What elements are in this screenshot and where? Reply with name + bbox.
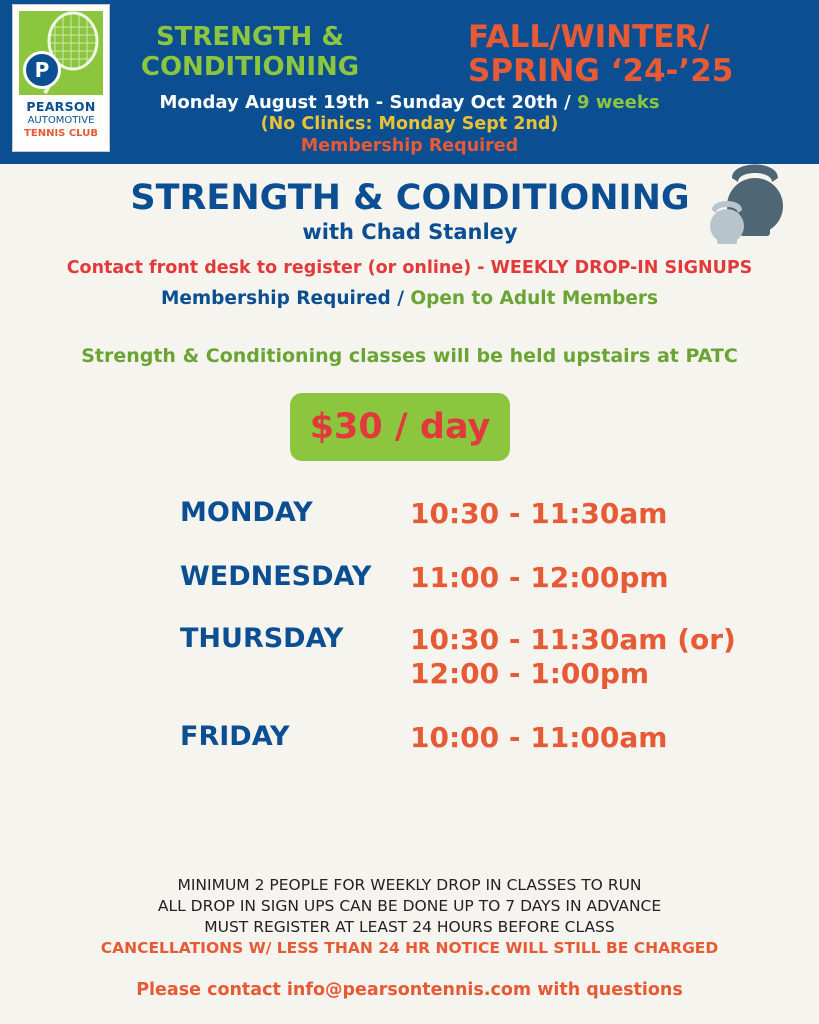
header-left-line1: STRENGTH &: [155, 22, 345, 52]
header-right-line1: FALL/WINTER/: [468, 19, 710, 55]
class-location: Strength & Conditioning classes will be held upstairs at PATC: [81, 345, 738, 367]
page-title: STRENGTH & CONDITIONING: [130, 178, 690, 218]
schedule-time-thursday-1: 10:30 - 11:30am (or): [410, 623, 736, 656]
header-season-title: [468, 20, 758, 88]
no-clinics-note: (No Clinics: Monday Sept 2nd): [260, 114, 559, 134]
logo-text-pearson: PEARSON: [26, 99, 96, 114]
logo-text-tennis-club: TENNIS CLUB: [24, 128, 98, 139]
weeks-count: 9 weeks: [577, 92, 660, 113]
note-register-deadline: MUST REGISTER AT LEAST 24 HOURS BEFORE CLASS: [204, 918, 615, 936]
schedule-time-monday: 10:30 - 11:30am: [410, 497, 668, 530]
date-range-text: Monday August 19th - Sunday Oct 20th /: [159, 92, 571, 113]
logo-p-badge: P: [23, 51, 61, 89]
price-badge: $30 / day: [290, 393, 510, 461]
schedule-day-friday: FRIDAY: [180, 721, 290, 752]
schedule-day-thursday: THURSDAY: [180, 623, 344, 654]
note-advance-signup: ALL DROP IN SIGN UPS CAN BE DONE UP TO 7 DAYS IN ADVANCE: [157, 897, 662, 915]
registration-info: Contact front desk to register (or online) - WEEKLY DROP-IN SIGNUPS: [66, 258, 753, 278]
membership-eligibility: [0, 288, 819, 309]
schedule-day-monday: MONDAY: [180, 497, 313, 528]
header-right-line2: SPRING ‘24-’25: [468, 53, 734, 89]
header-banner: [0, 0, 819, 164]
header-left-line2: CONDITIONING: [140, 52, 360, 82]
schedule-time-thursday-2: 12:00 - 1:00pm: [410, 657, 650, 690]
schedule-time-friday: 10:00 - 11:00am: [410, 721, 668, 754]
instructor-name: with Chad Stanley: [302, 220, 518, 244]
header-date-range: [0, 92, 819, 113]
contact-email-line: Please contact info@pearsontennis.com with questions: [136, 980, 683, 1000]
membership-required-text: Membership Required /: [160, 288, 404, 309]
logo-text-automotive: AUTOMOTIVE: [27, 115, 95, 126]
note-cancellation-policy: CANCELLATIONS W/ LESS THAN 24 HR NOTICE WILL STILL BE CHARGED: [100, 939, 719, 957]
schedule-day-wednesday: WEDNESDAY: [180, 561, 372, 592]
open-to-adults-text: Open to Adult Members: [410, 288, 659, 309]
schedule-time-wednesday: 11:00 - 12:00pm: [410, 561, 669, 594]
note-minimum-people: MINIMUM 2 PEOPLE FOR WEEKLY DROP IN CLASSES TO RUN: [177, 876, 642, 894]
header-membership-required: Membership Required: [300, 136, 519, 156]
header-program-title: [130, 22, 370, 82]
